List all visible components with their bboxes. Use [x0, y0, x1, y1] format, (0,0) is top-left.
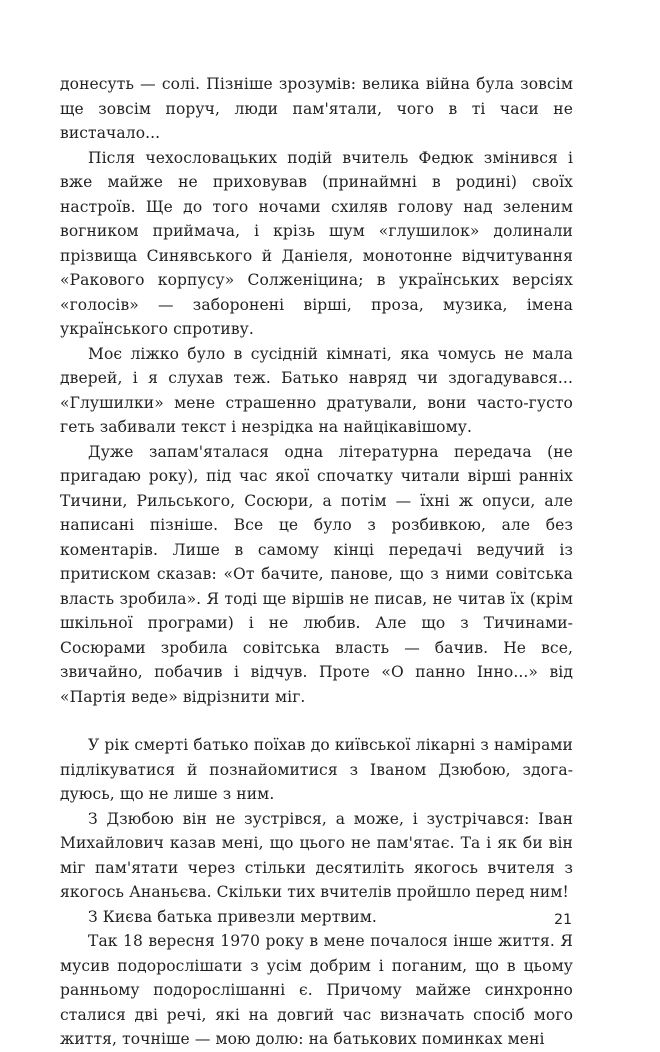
- paragraph-5: У рік смерті батько поїхав до київської лікарні з намірами підлікуватися й познайомитися з Іваном Дзюбою, здогадуюсь, що не лише з ним.: [60, 736, 573, 803]
- paragraph-8: Так 18 вересня 1970 року в мене почалося інше життя. Я мусив подорослішати з усім добрим і поганим, що в цьому ранньому подорослішанні є. Причому майже синхронно сталися дві речі, які на довгий час визначать спосіб мого життя, точніше — мою долю: на батькових поминках мені: [60, 932, 573, 1048]
- paragraph-6: З Дзюбою він не зустрівся, а може, і зустрічався: Іван Михайлович казав мені, що цього не пам'ятає. Та і як би він міг пам'ятати через стільки десятиліть якогось вчителя з якогось Ананьєва. Скільки тих вчителів пройшло перед ним!: [60, 809, 573, 901]
- paragraph-7: З Києва батька привезли мертвим.: [88, 907, 377, 926]
- paragraph-3: Моє ліжко було в сусідній кімнаті, яка чомусь не мала дверей, і я слухав теж. Батько навряд чи здогадувався... «Глушилки» мене страшенно дратували, вони часто-густо геть забивали текст і незрідка на найцікавішому.: [60, 344, 573, 436]
- section-break: [60, 709, 573, 733]
- paragraph-4: Дуже запам'яталася одна літературна передача (не пригадаю року), під час якої спочатку читали вірші ранніх Тичини, Рильського, Сосюри, а потім — їхні ж опуси, але написані пізніше. Все це було з розбивкою, але без коментарів. Лише в самому кінці передачі ведучий із притиском сказав: «От бачите, панове, що з ними совітська власть зробила». Я тоді ще віршів не писав, не читав їх (крім шкільної програми) і не любив. Але що з Тичинами-Сосюрами зробила совітська власть — бачив. Не все, звичайно, побачив і відчув. Проте «О панно Інно...» від «Партія веде» відрізнити міг.: [60, 442, 573, 706]
- body-text: [60, 72, 573, 1052]
- paragraph-1: донесуть — солі. Пізніше зрозумів: велика війна була зовсім ще зовсім поруч, люди пам'ятали, чого в ті часи не вистачало...: [60, 75, 573, 142]
- paragraph-2: Після чехословацьких подій вчитель Федюк змінився і вже майже не приховував (принаймні в родині) своїх настроїв. Ще до того ночами схиляв голову над зеленим вогником приймача, і крізь шум «глушилок» долинали прізвища Синявського й Даніеля, монотонне відчитування «Ракового корпусу» Солженіцина; в українських версіях «голосів» — заборонені вірші, проза, музика, імена українського спротиву.: [60, 148, 573, 338]
- page-number: 21: [554, 912, 572, 928]
